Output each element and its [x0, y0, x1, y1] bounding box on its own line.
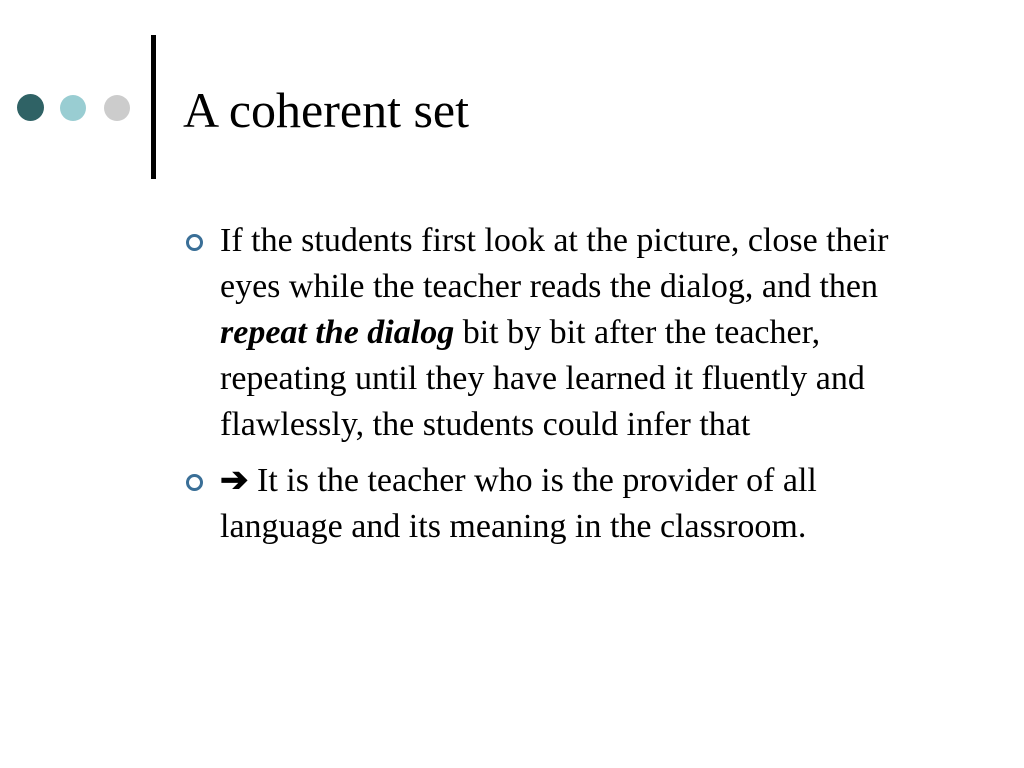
bullet-list [183, 218, 943, 550]
hollow-circle-bullet-icon [186, 234, 203, 251]
bullet-text-before: If the students first look at the picture, close their eyes while the teacher reads the dialog, and then [220, 222, 889, 305]
slide-title: A coherent set [183, 82, 470, 138]
hollow-circle-bullet-icon [186, 474, 203, 491]
right-arrow-icon: ➔ [220, 462, 249, 499]
bullet-text: It is the teacher who is the provider of all language and its meaning in the classroom. [220, 462, 817, 545]
bullet-item [183, 218, 943, 448]
title-divider-line [151, 35, 156, 179]
decorative-dot-dark [17, 94, 44, 121]
bullet-emphasis: repeat the dialog [220, 314, 455, 351]
decorative-dot-gray [104, 95, 130, 121]
bullet-item [183, 458, 943, 550]
decorative-dot-light [60, 95, 86, 121]
bullet-text-after: bit by bit after the teacher, repeating until they have learned it fluently and flawlessly, the students could infer that [220, 314, 865, 443]
